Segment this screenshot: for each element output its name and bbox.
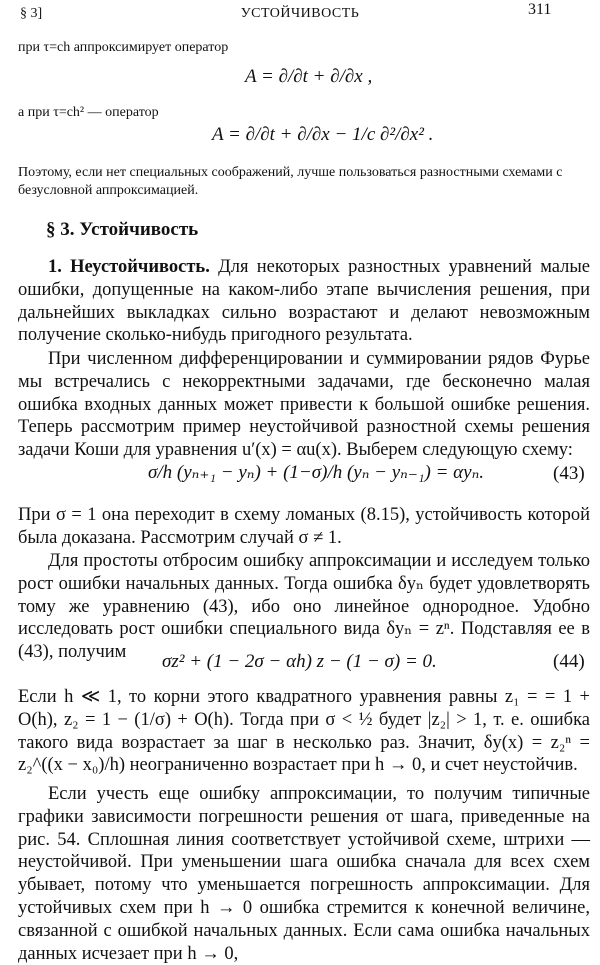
section-ref: § 3]	[20, 6, 43, 21]
paragraph-2	[18, 348, 590, 462]
p2-text: При численном дифференцировании и суммировании рядов Фурье мы встречались с некорректными задачами, где бесконечно малая ошибка входных данных может привести к большой ошибке решения. Теперь рассмотрим пример неустойчивой разностной схемы решения задачи Коши для уравнения u′(x) = αu(x). Выберем следующую схему:	[18, 349, 590, 461]
eq43-number: (43)	[553, 463, 585, 484]
formula-2-text: A = ∂/∂t + ∂/∂x − 1/c ∂²/∂x² .	[212, 124, 434, 145]
paragraph-instability	[18, 256, 590, 347]
subsection-title: 1. Неустойчивость.	[48, 257, 210, 277]
paragraph-6	[18, 783, 590, 965]
eq44-text: σz² + (1 − 2σ − αh) z − (1 − σ) = 0.	[162, 651, 437, 672]
p4-text: Для простоты отбросим ошибку аппроксимации и исследуем только рост ошибки начальных данных. Тогда ошибка δyₙ будет удовлетворять тому же уравнению (43), ибо оно линейное однородное. Удобно исследовать рост ошибки специального вида δyₙ = zⁿ. Подставляя ее в (43), получим	[18, 551, 590, 663]
intro-line-1: при τ=ch аппроксимирует оператор	[18, 40, 229, 55]
eq43-text: σ/h (yₙ₊₁ − yₙ) + (1−σ)/h (yₙ − yₙ₋₁) = αyₙ.	[148, 462, 485, 483]
paragraph-5	[18, 686, 590, 777]
intro-line-2: а при τ=ch² — оператор	[18, 105, 159, 120]
section-heading: § 3. Устойчивость	[46, 219, 199, 240]
paragraph-4	[18, 550, 590, 664]
equation-43	[148, 461, 484, 484]
p3-text: При σ = 1 она переходит в схему ломаных (8.15), устойчивость которой была доказана. Рассмотрим случай σ ≠ 1.	[18, 505, 590, 548]
paragraph-3	[18, 504, 590, 550]
intro-conclusion: Поэтому, если нет специальных соображений, лучше пользоваться разностными схемами с безусловной аппроксимацией.	[18, 165, 563, 198]
formula-1-text: A = ∂/∂t + ∂/∂x ,	[245, 66, 373, 87]
p6-text: Если учесть еще ошибку аппроксимации, то получим типичные графики зависимости погрешности решения от шага, приведенные на рис. 54. Сплошная линия соответствует устойчивой схеме, штрихи — неустойчивой. При уменьшении шага ошибка сначала для всех схем убывает, потому что уменьшается погрешность аппроксимации. Для устойчивых схем при h → 0 ошибка стремится к конечной величине, связанной с ошибкой начальных данных. Если сама ошибка начальных данных исчезает при h → 0,	[18, 784, 590, 964]
formula-1	[245, 66, 372, 88]
eq44-number: (44)	[553, 651, 585, 672]
equation-44	[162, 651, 437, 673]
p5-text: Если h ≪ 1, то корни этого квадратного уравнения равны z₁ = = 1 + O(h), z₂ = 1 − (1/σ) + O(h). Тогда при σ < ½ будет |z₂| > 1, т. е. ошибка такого вида возрастает за шаг в несколько раз. Значит, δy(x) = z₂ⁿ = z₂^((x − x₀)/h) неограниченно возрастает при h → 0, и счет неустойчив.	[18, 687, 590, 776]
p1-text: Для некоторых разностных уравнений малые ошибки, допущенные на каком-либо этапе вычисления решения, при дальнейших выкладках сильно возрастают и делают невозможным получение сколько-нибудь пригодного результата.	[18, 257, 591, 346]
formula-2	[212, 124, 433, 146]
page-number: 311	[528, 1, 552, 18]
running-title: УСТОЙЧИВОСТЬ	[240, 6, 360, 21]
